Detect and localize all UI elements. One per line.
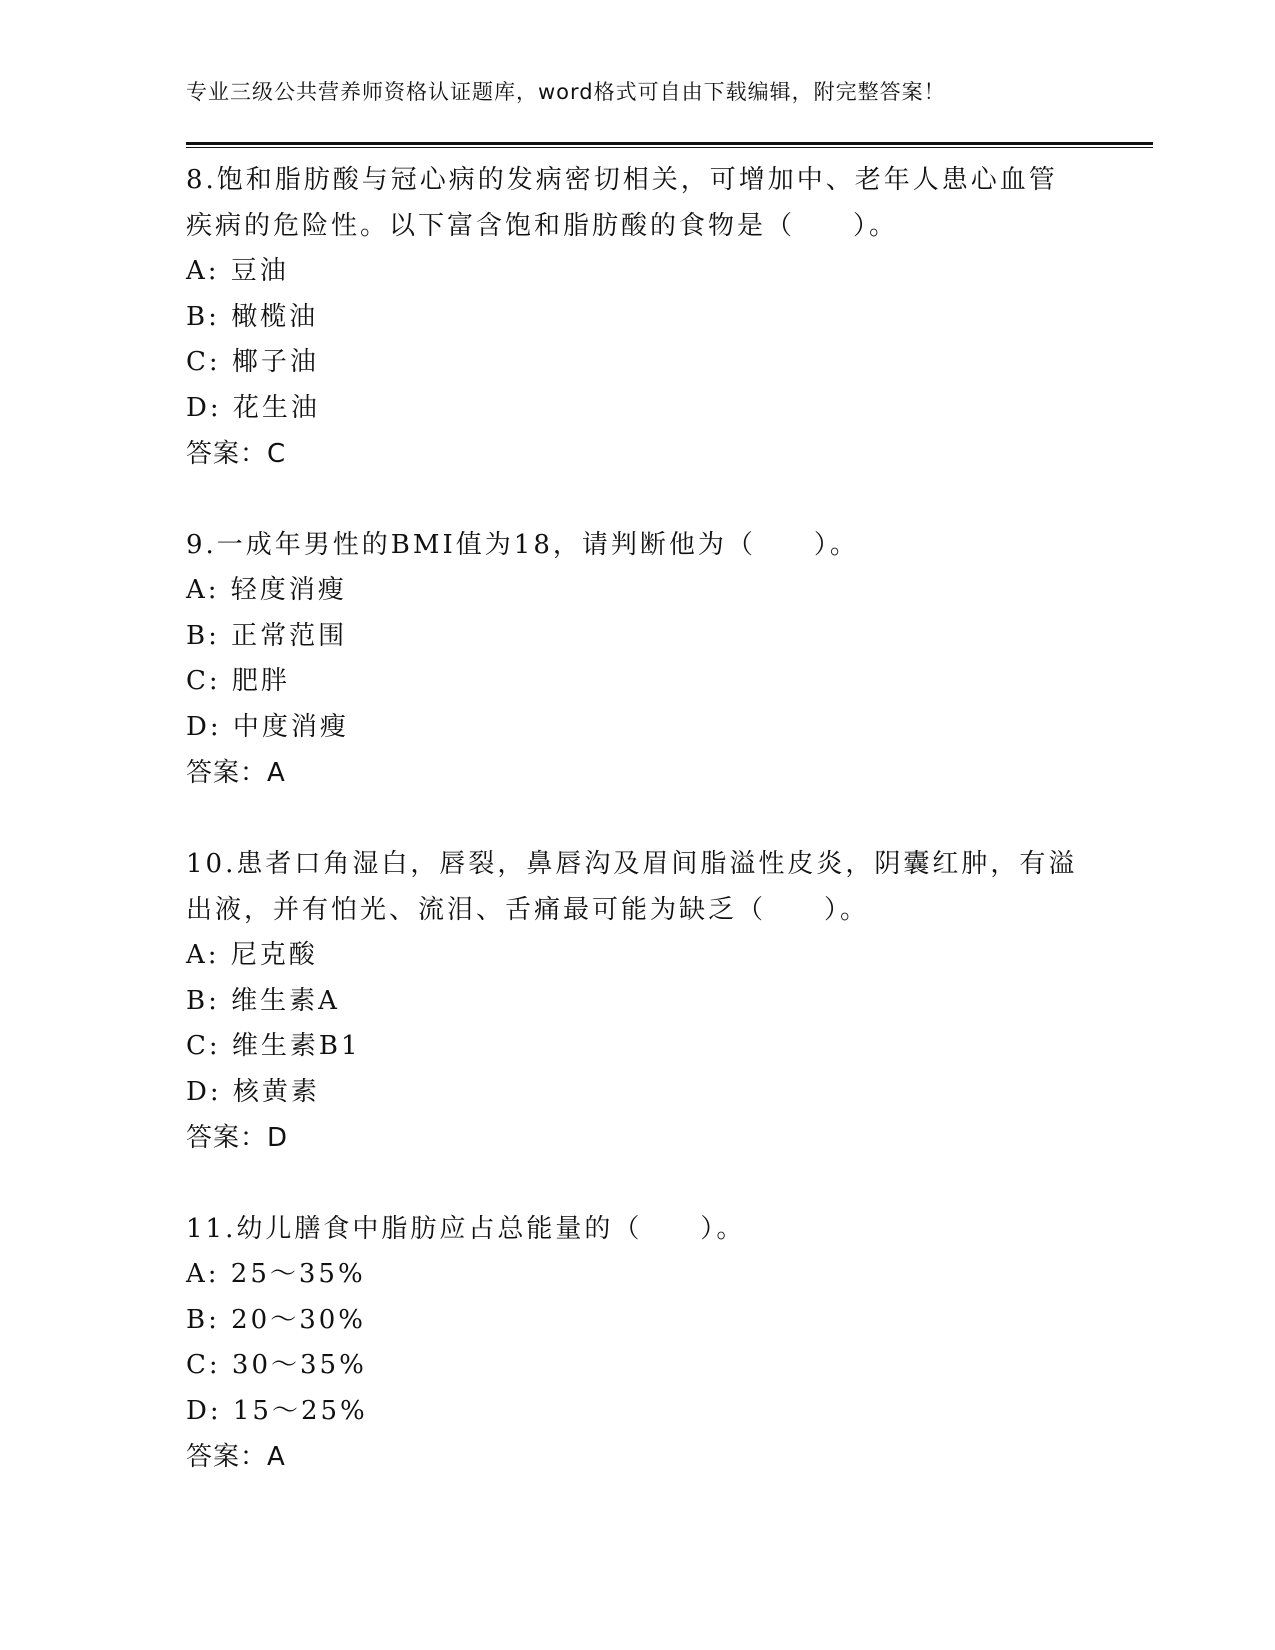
option-d: D: 花生油 [186, 392, 320, 423]
header-rule-thick [186, 142, 1153, 145]
option-c: C: 肥胖 [186, 666, 290, 696]
option-c: C: 维生素B1 [186, 1031, 361, 1061]
answer-line: 答案：C [186, 439, 287, 469]
option-c: C: 30～35% [186, 1350, 367, 1380]
question-9 [186, 522, 1086, 796]
option-a: A: 轻度消瘦 [186, 575, 347, 605]
answer-line: 答案：A [186, 1442, 286, 1472]
option-b: B: 维生素A [186, 985, 340, 1016]
question-list [186, 157, 1086, 1525]
option-b: B: 20～30% [186, 1304, 367, 1335]
question-10 [186, 841, 1086, 1161]
option-a: A: 25～35% [186, 1259, 366, 1289]
option-c: C: 椰子油 [186, 347, 319, 377]
option-b: B: 橄榄油 [186, 301, 319, 332]
option-b: B: 正常范围 [186, 620, 348, 651]
option-a: A: 豆油 [186, 256, 289, 286]
header-rule-thin [186, 147, 1153, 148]
question-stem: 11.幼儿膳食中脂肪应占总能量的（ ）。 [186, 1214, 746, 1244]
question-8 [186, 157, 1086, 477]
option-d: D: 15～25% [186, 1395, 368, 1426]
answer-line: 答案：D [186, 1123, 289, 1153]
question-stem: 8.饱和脂肪酸与冠心病的发病密切相关，可增加中、老年人患心血管疾病的危险性。以下富含饱和脂肪酸的食物是（ ）。 [186, 165, 1058, 241]
option-d: D: 中度消瘦 [186, 711, 349, 742]
option-a: A: 尼克酸 [186, 940, 318, 970]
answer-line: 答案：A [186, 758, 286, 788]
question-11 [186, 1206, 1086, 1480]
question-stem: 9.一成年男性的BMI值为18，请判断他为（ ）。 [186, 530, 859, 560]
option-d: D: 核黄素 [186, 1076, 320, 1107]
question-stem: 10.患者口角湿白，唇裂，鼻唇沟及眉间脂溢性皮炎，阴囊红肿，有溢出液，并有怕光、流泪、舌痛最可能为缺乏（ ）。 [186, 849, 1078, 925]
page-header: 专业三级公共营养师资格认证题库，word格式可自由下载编辑，附完整答案！ [186, 80, 946, 104]
